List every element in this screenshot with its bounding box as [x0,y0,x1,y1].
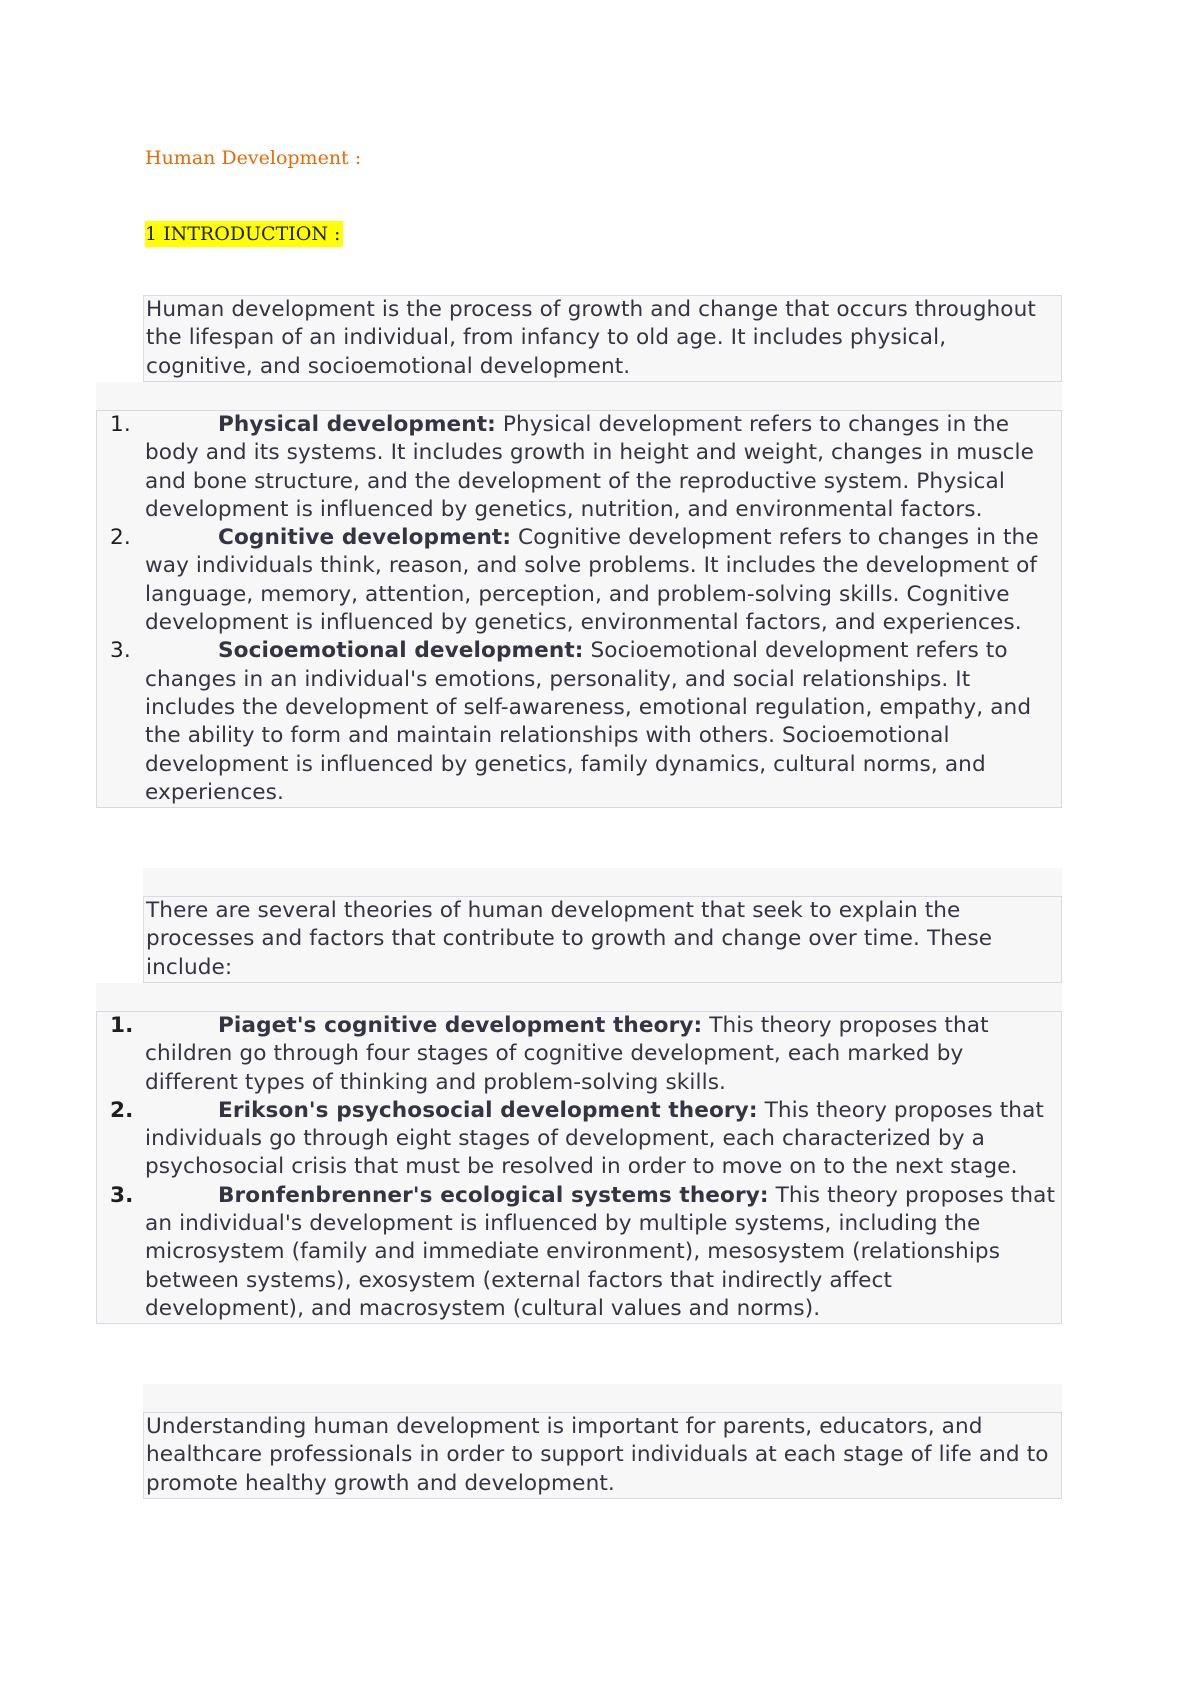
block-spacer [143,868,1062,896]
list-item [97,524,1061,637]
list-item-text: Socioemotional development refers to changes in an individual's emotions, personality, and social relationships. It includes the development of self-awareness, emotional regulation, empathy, and the ability to form and maintain relationships with others. Socioemotional development is influenced by genetics, family dynamics, cultural norms, and experiences. [145,638,1032,805]
list-item [97,637,1061,807]
list-item-term: Socioemotional development: [218,638,584,664]
block-spacer [96,983,1062,1011]
document-title: Human Development : [145,147,362,169]
list-item-text: Physical development refers to changes in the body and its systems. It includes growth in height and weight, changes in muscle and bone structure, and the development of the reproductive system. Physical development is influenced by genetics, nutrition, and environmental factors. [145,412,1034,522]
list-item-number: 2. [110,1097,134,1123]
list-item-text: This theory proposes that individuals go through eight stages of development, each characterized by a psychosocial crisis that must be resolved in order to move on to the next stage. [145,1097,1044,1180]
intro-paragraph: Human development is the process of growth and change that occurs throughout the lifespan of an individual, from infancy to old age. It includes physical, cognitive, and socioemotional development. [143,295,1062,382]
list-item-term: Bronfenbrenner's ecological systems theory: [218,1182,769,1208]
theories-list [96,1011,1062,1324]
list-item [97,1012,1061,1097]
list-item-text: Cognitive development refers to changes in the way individuals think, reason, and solve problems. It includes the development of language, memory, attention, perception, and problem-solving skills. Cognitive development is influenced by genetics, environmental factors, and experiences. [145,525,1039,636]
list-item-number: 1. [110,412,131,437]
list-item-number: 1. [110,1013,134,1038]
list-item-term: Piaget's cognitive development theory: [218,1013,703,1038]
development-types-list [96,410,1062,808]
list-item-term: Cognitive development: [218,525,512,551]
list-item [97,1097,1061,1182]
list-item-term: Physical development: [218,412,496,437]
list-item-text: This theory proposes that an individual's development is influenced by multiple systems, including the microsystem (family and immediate environment), mesosystem (relationships between systems), exosystem (external factors that indirectly affect development), and macrosystem (cultural values and norms). [145,1182,1056,1321]
block-spacer [143,1384,1062,1412]
list-item-number: 2. [110,525,131,551]
list-item [97,1182,1061,1323]
theories-paragraph: There are several theories of human development that seek to explain the processes and factors that contribute to growth and change over time. These include: [143,896,1062,983]
block-spacer [96,382,1062,410]
list-item-number: 3. [110,1182,134,1208]
list-item [97,411,1061,524]
list-item-text: This theory proposes that children go through four stages of cognitive development, each marked by different types of thinking and problem-solving skills. [145,1013,989,1095]
closing-paragraph: Understanding human development is important for parents, educators, and healthcare professionals in order to support individuals at each stage of life and to promote healthy growth and development. [143,1412,1062,1499]
list-item-number: 3. [110,638,131,664]
list-item-term: Erikson's psychosocial development theory: [218,1097,758,1123]
section-heading-introduction: 1 INTRODUCTION : [145,221,343,247]
